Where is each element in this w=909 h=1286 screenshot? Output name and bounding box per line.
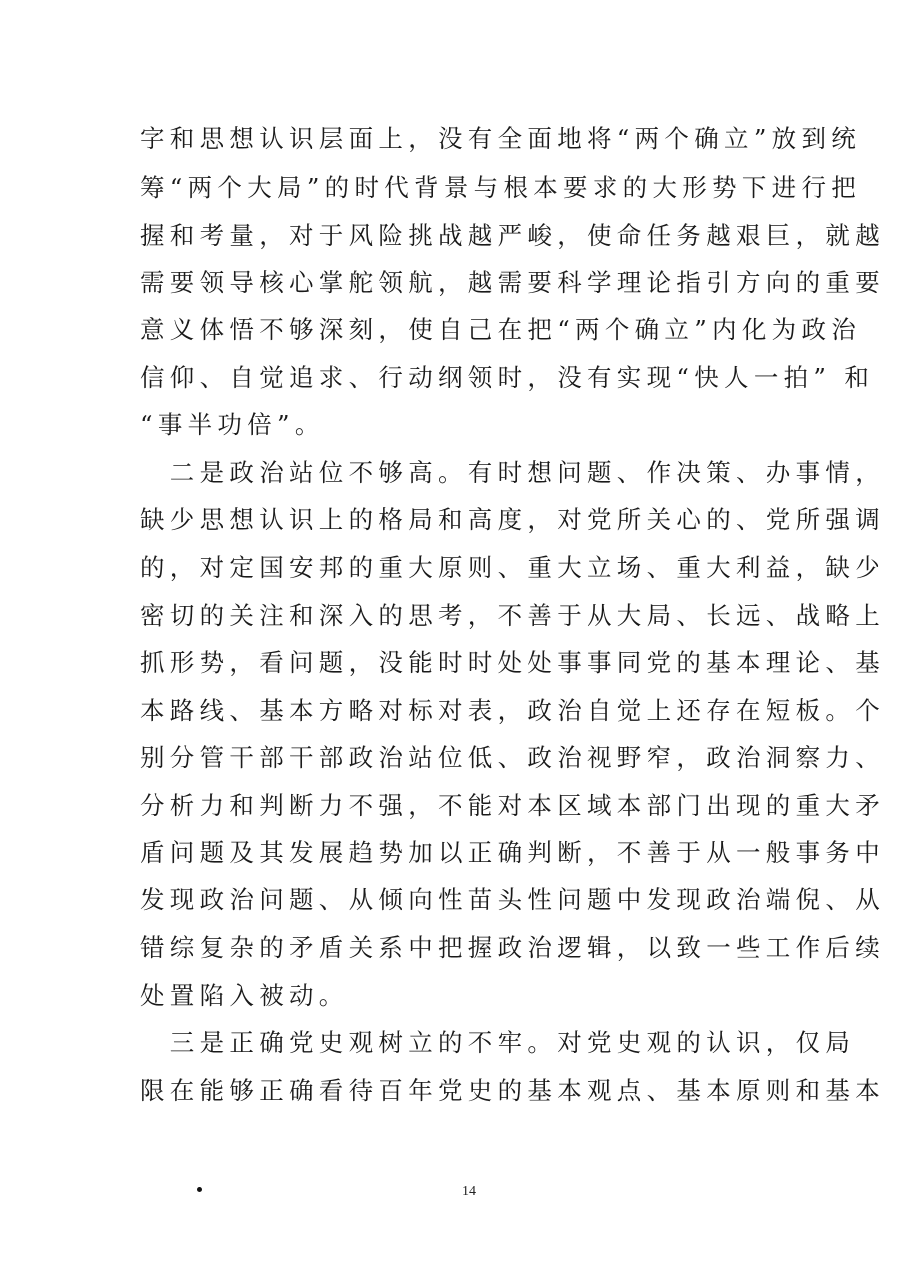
text-line: 筹“两个大局”的时代背景与根本要求的大形势下进行把 [140,173,862,202]
text-line: 意义体悟不够深刻，使自己在把“两个确立”内化为政治 [140,315,862,344]
text-line: 抓形势，看问题，没能时时处处事事同党的基本理论、基 [140,648,885,677]
paragraph-start-line: 三是正确党史观树立的不牢。对党史观的认识，仅局 [140,1028,856,1057]
text-line: 发现政治问题、从倾向性苗头性问题中发现政治端倪、从 [140,885,885,914]
paragraph-start-line: 二是政治站位不够高。有时想问题、作决策、办事情， [140,458,885,487]
text-line: 的，对定国安邦的重大原则、重大立场、重大利益，缺少 [140,553,885,582]
text-line: 密切的关注和深入的思考，不善于从大局、长远、战略上 [140,601,885,630]
text-line: 本路线、基本方略对标对表，政治自觉上还存在短板。个 [140,696,885,725]
text-line: 信仰、自觉追求、行动纲领时，没有实现“快人一拍” 和 [140,363,875,392]
text-line: 盾问题及其发展趋势加以正确判断，不善于从一般事务中 [140,838,885,867]
text-line: 握和考量，对于风险挑战越严峻，使命任务越艰巨，就越 [140,221,885,250]
footer-dot [197,1187,202,1192]
text-line: 需要领导核心掌舵领航，越需要科学理论指引方向的重要 [140,268,885,297]
text-line: 错综复杂的矛盾关系中把握政治逻辑，以致一些工作后续 [140,933,885,962]
page-number: 14 [462,1184,476,1199]
text-line: 缺少思想认识上的格局和高度，对党所关心的、党所强调 [140,505,885,534]
text-line: 字和思想认识层面上，没有全面地将“两个确立”放到统 [140,124,862,153]
text-line: 限在能够正确看待百年党史的基本观点、基本原则和基本 [140,1076,885,1105]
text-line: “事半功倍”。 [140,410,325,439]
text-line: 别分管干部干部政治站位低、政治视野窄，政治洞察力、 [140,743,885,772]
text-line: 分析力和判断力不强，不能对本区域本部门出现的重大矛 [140,791,885,820]
text-line: 处置陷入被动。 [140,981,349,1010]
